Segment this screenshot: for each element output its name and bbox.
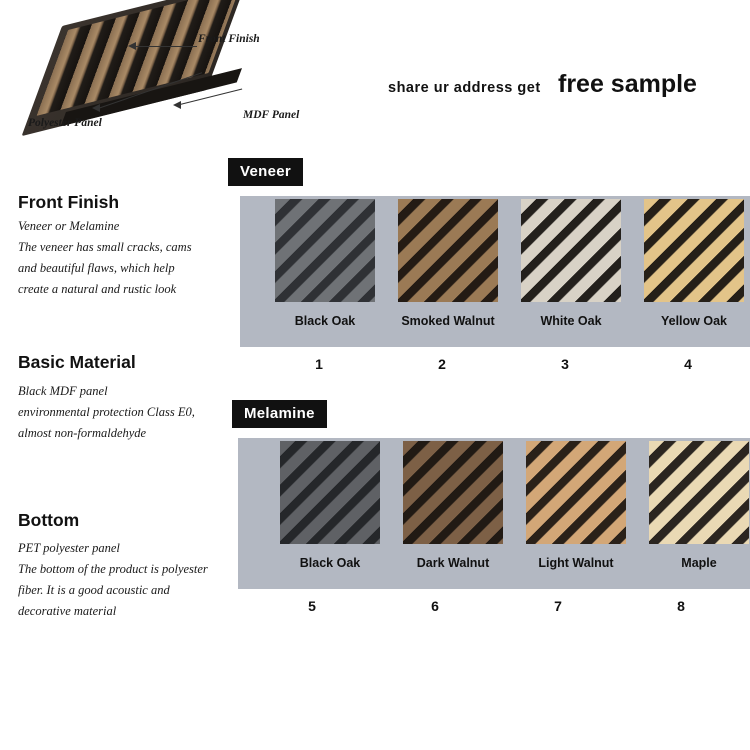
- heading-front-finish: Front Finish: [18, 192, 120, 212]
- heading-bottom: Bottom: [18, 510, 80, 530]
- label-polyester-panel: Polyester Panel: [28, 117, 102, 129]
- label-mdf-panel: MDF Panel: [243, 109, 300, 121]
- label-front-finish: Front Finish: [198, 33, 260, 45]
- promo-small-text: share ur address get: [388, 80, 541, 96]
- swatch-texture: [649, 441, 749, 544]
- swatch-texture: [403, 441, 503, 544]
- swatch-name: Maple: [681, 556, 717, 570]
- swatch-number: 8: [677, 598, 685, 614]
- section-tag-veneer: Veneer: [228, 158, 303, 186]
- text-front-finish: [18, 216, 248, 300]
- color-swatch[interactable]: [275, 199, 375, 302]
- text-line: The bottom of the product is polyester: [18, 562, 208, 576]
- swatch-name: Smoked Walnut: [401, 314, 495, 328]
- color-swatch[interactable]: [526, 441, 626, 544]
- text-line: and beautiful flaws, which help: [18, 261, 175, 275]
- swatch-texture: [280, 441, 380, 544]
- color-swatch[interactable]: [280, 441, 380, 544]
- text-line: Black MDF panel: [18, 384, 108, 398]
- swatch-name: White Oak: [540, 314, 602, 328]
- swatch-texture: [398, 199, 498, 302]
- color-swatch[interactable]: [521, 199, 621, 302]
- swatch-name: Dark Walnut: [416, 556, 490, 570]
- swatch-texture: [275, 199, 375, 302]
- swatch-texture: [526, 441, 626, 544]
- text-bottom: [18, 538, 248, 622]
- promo-big-text: free sample: [558, 70, 697, 98]
- text-line: create a natural and rustic look: [18, 282, 177, 296]
- swatch-texture: [644, 199, 744, 302]
- text-line: Veneer or Melamine: [18, 219, 120, 233]
- text-line: almost non-formaldehyde: [18, 426, 147, 440]
- heading-basic-material: Basic Material: [18, 352, 136, 372]
- color-swatch[interactable]: [644, 199, 744, 302]
- swatch-number: 1: [315, 356, 323, 372]
- swatch-number: 6: [431, 598, 439, 614]
- text-line: PET polyester panel: [18, 541, 120, 555]
- section-tag-melamine: Melamine: [232, 400, 327, 428]
- swatch-name: Light Walnut: [538, 556, 614, 570]
- text-basic-material: [18, 381, 248, 444]
- swatch-number: 5: [308, 598, 316, 614]
- color-swatch[interactable]: [398, 199, 498, 302]
- text-line: environmental protection Class E0,: [18, 405, 195, 419]
- color-swatch[interactable]: [403, 441, 503, 544]
- text-line: The veneer has small cracks, cams: [18, 240, 192, 254]
- promo-banner: [388, 70, 718, 110]
- swatch-name: Black Oak: [294, 314, 356, 328]
- swatch-number: 3: [561, 356, 569, 372]
- swatch-number: 2: [438, 356, 446, 372]
- text-line: decorative material: [18, 604, 117, 618]
- text-line: fiber. It is a good acoustic and: [18, 583, 170, 597]
- swatch-number: 7: [554, 598, 562, 614]
- mdf-panel-arrow-head: [173, 101, 181, 109]
- product-diagram: [0, 0, 330, 145]
- polyester-panel-arrow-head: [92, 104, 100, 112]
- swatch-number: 4: [684, 356, 692, 372]
- color-swatch[interactable]: [649, 441, 749, 544]
- front-finish-arrow-head: [128, 42, 136, 50]
- front-finish-arrow-line: [135, 46, 197, 47]
- swatch-name: Yellow Oak: [660, 314, 727, 328]
- swatch-name: Black Oak: [299, 556, 361, 570]
- swatch-texture: [521, 199, 621, 302]
